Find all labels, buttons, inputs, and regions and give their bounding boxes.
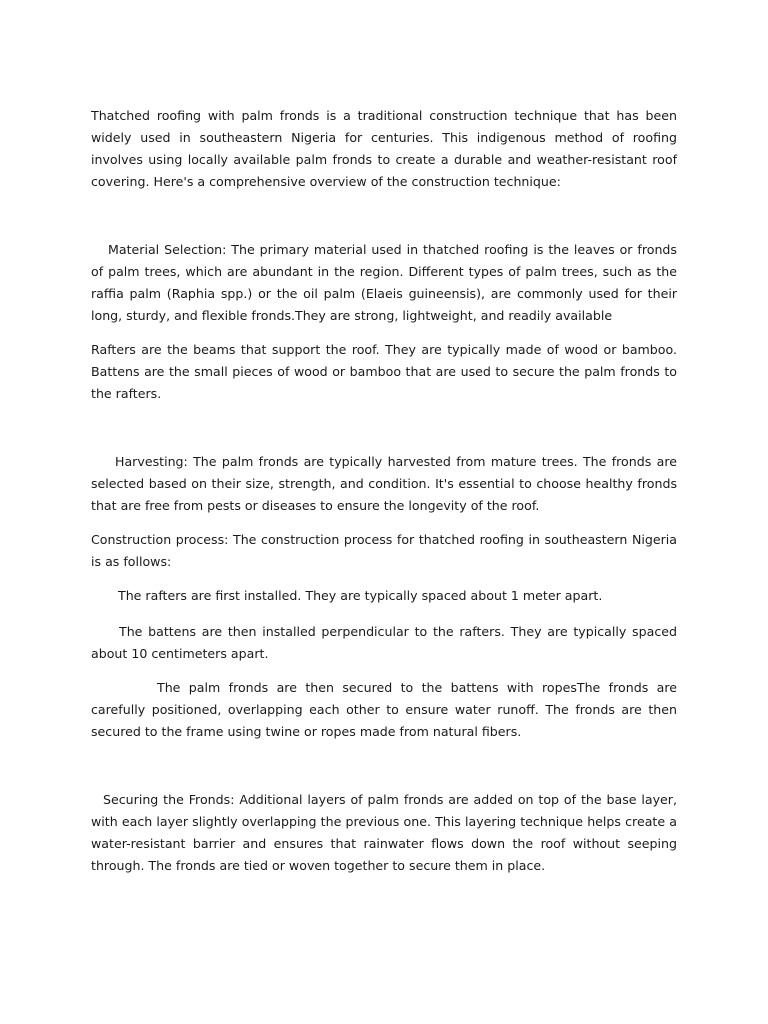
securing-fronds-paragraph: Securing the Fronds: Additional layers of palm fronds are added on top of the base layer, with each layer slightly overlapping the previous one. This layering technique helps create a water-resistant barrier and ensures that rainwater flows down the roof without seeping through. The fronds are tied or woven together to secure them in place. [91, 791, 677, 873]
harvesting-paragraph: Harvesting: The palm fronds are typically harvested from mature trees. The fronds are selected based on their size, strength, and condition. It's essential to choose healthy fronds that are free from pests or diseases to ensure the longevity of the roof. [91, 453, 677, 513]
rafters-paragraph: Rafters are the beams that support the roof. They are typically made of wood or bamboo. Battens are the small pieces of wood or bamboo that are used to secure the palm fronds to the rafters. [91, 341, 677, 401]
step-rafters-paragraph: The rafters are first installed. They are typically spaced about 1 meter apart. [118, 587, 603, 603]
step-fronds-paragraph: The palm fronds are then secured to the battens with ropesThe fronds are carefully positioned, overlapping each other to ensure water runoff. The fronds are then secured to the frame using twine or ropes made from natural fibers. [91, 679, 677, 739]
construction-process-paragraph: Construction process: The construction process for thatched roofing in southeastern Nigeria is as follows: [91, 531, 677, 569]
material-selection-paragraph: Material Selection: The primary material used in thatched roofing is the leaves or fronds of palm trees, which are abundant in the region. Different types of palm trees, such as the raffia palm (Raphia spp.) or the oil palm (Elaeis guineensis), are commonly used for their long, sturdy, and flexible fronds.They are strong, lightweight, and readily available [91, 241, 677, 323]
step-battens-paragraph: The battens are then installed perpendicular to the rafters. They are typically spaced about 10 centimeters apart. [91, 623, 677, 661]
intro-paragraph: Thatched roofing with palm fronds is a traditional construction technique that has been widely used in southeastern Nigeria for centuries. This indigenous method of roofing involves using locally available palm fronds to create a durable and weather-resistant roof covering. Here's a comprehensive overview of the construction technique: [91, 107, 677, 189]
